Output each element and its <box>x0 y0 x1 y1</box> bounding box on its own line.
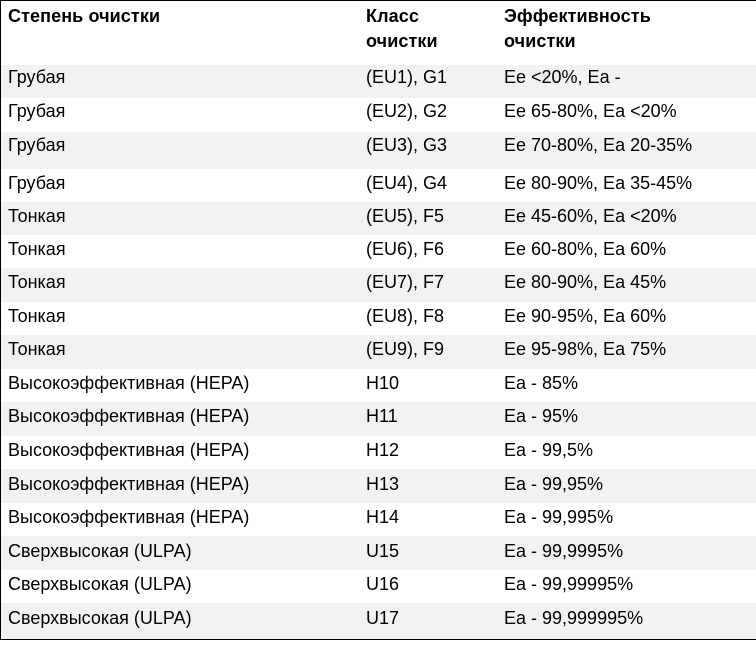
cell-degree: Сверхвысокая (ULPA) <box>8 574 192 594</box>
cell-degree: Высокоэффективная (HEPA) <box>8 406 250 426</box>
cell-class: (EU8), F8 <box>366 306 445 326</box>
header-class-line2: очистки <box>366 31 438 51</box>
header-efficiency-line1: Эффективность <box>504 6 651 26</box>
table-row <box>1 268 756 302</box>
table-header <box>1 1 756 65</box>
cell-efficiency: Еа - 99,995% <box>504 507 614 527</box>
cell-class: H14 <box>366 507 400 527</box>
cell-degree: Тонкая <box>8 272 66 292</box>
cell-efficiency: Еа - 99,9995% <box>504 541 624 561</box>
table-row <box>1 536 756 570</box>
cell-degree: Тонкая <box>8 339 66 359</box>
cell-degree: Высокоэффективная (HEPA) <box>8 474 250 494</box>
cell-class: U17 <box>366 608 400 628</box>
cell-class: H12 <box>366 440 400 460</box>
table-row <box>1 402 756 436</box>
table-row <box>1 603 756 639</box>
cell-class: H11 <box>366 406 398 426</box>
cell-efficiency: Ее 80-90%, Еа 35-45% <box>504 173 693 193</box>
cell-efficiency: Еа - 99,99995% <box>504 574 634 594</box>
header-class <box>366 4 438 54</box>
cell-efficiency: Ее <20%, Еа - <box>504 67 621 87</box>
cell-degree: Тонкая <box>8 239 66 259</box>
cell-degree: Сверхвысокая (ULPA) <box>8 541 192 561</box>
cell-class: H13 <box>366 474 400 494</box>
cell-class: U16 <box>366 574 400 594</box>
cell-class: (EU4), G4 <box>366 173 448 193</box>
cell-degree: Высокоэффективная (HEPA) <box>8 440 250 460</box>
header-efficiency <box>504 4 651 54</box>
table-row <box>1 436 756 469</box>
cell-degree: Грубая <box>8 173 66 193</box>
cell-degree: Тонкая <box>8 206 66 226</box>
cell-efficiency: Ее 95-98%, Еа 75% <box>504 339 667 359</box>
cell-efficiency: Еа - 99,999995% <box>504 608 644 628</box>
cell-efficiency: Ее 65-80%, Еа <20% <box>504 101 677 121</box>
cell-class: (EU5), F5 <box>366 206 445 226</box>
table-row <box>1 65 756 98</box>
cell-class: (EU9), F9 <box>366 339 445 359</box>
table-row <box>1 369 756 402</box>
cell-efficiency: Ее 45-60%, Еа <20% <box>504 206 677 226</box>
header-class-line1: Класс <box>366 6 419 26</box>
table-row <box>1 132 756 169</box>
table-row <box>1 235 756 268</box>
cell-degree: Грубая <box>8 67 66 87</box>
cell-degree: Тонкая <box>8 306 66 326</box>
cell-efficiency: Еа - 85% <box>504 373 579 393</box>
cell-class: U15 <box>366 541 400 561</box>
cell-class: (EU2), G2 <box>366 101 448 121</box>
cell-class: H10 <box>366 373 400 393</box>
cell-class: (EU7), F7 <box>366 272 445 292</box>
cell-efficiency: Еа - 99,5% <box>504 440 594 460</box>
cell-class: (EU1), G1 <box>366 67 448 87</box>
cell-class: (EU3), G3 <box>366 135 448 155</box>
header-degree: Степень очистки <box>8 6 161 26</box>
header-efficiency-line2: очистки <box>504 31 576 51</box>
cell-class: (EU6), F6 <box>366 239 445 259</box>
table-row <box>1 302 756 335</box>
cell-efficiency: Ее 80-90%, Еа 45% <box>504 272 667 292</box>
table-row <box>1 98 756 131</box>
table-row <box>1 503 756 536</box>
cell-degree: Грубая <box>8 135 66 155</box>
cell-efficiency: Ее 90-95%, Еа 60% <box>504 306 667 326</box>
cell-efficiency: Ее 60-80%, Еа 60% <box>504 239 667 259</box>
cell-degree: Грубая <box>8 101 66 121</box>
cell-efficiency: Еа - 99,95% <box>504 474 604 494</box>
table-row <box>1 335 756 369</box>
table-row <box>1 169 756 202</box>
cell-degree: Высокоэффективная (HEPA) <box>8 373 250 393</box>
cell-degree: Высокоэффективная (HEPA) <box>8 507 250 527</box>
cell-efficiency: Еа - 95% <box>504 406 579 426</box>
table-row <box>1 202 756 235</box>
cell-efficiency: Ее 70-80%, Еа 20-35% <box>504 135 693 155</box>
table-row <box>1 469 756 503</box>
cell-degree: Сверхвысокая (ULPA) <box>8 608 192 628</box>
table-row <box>1 570 756 603</box>
